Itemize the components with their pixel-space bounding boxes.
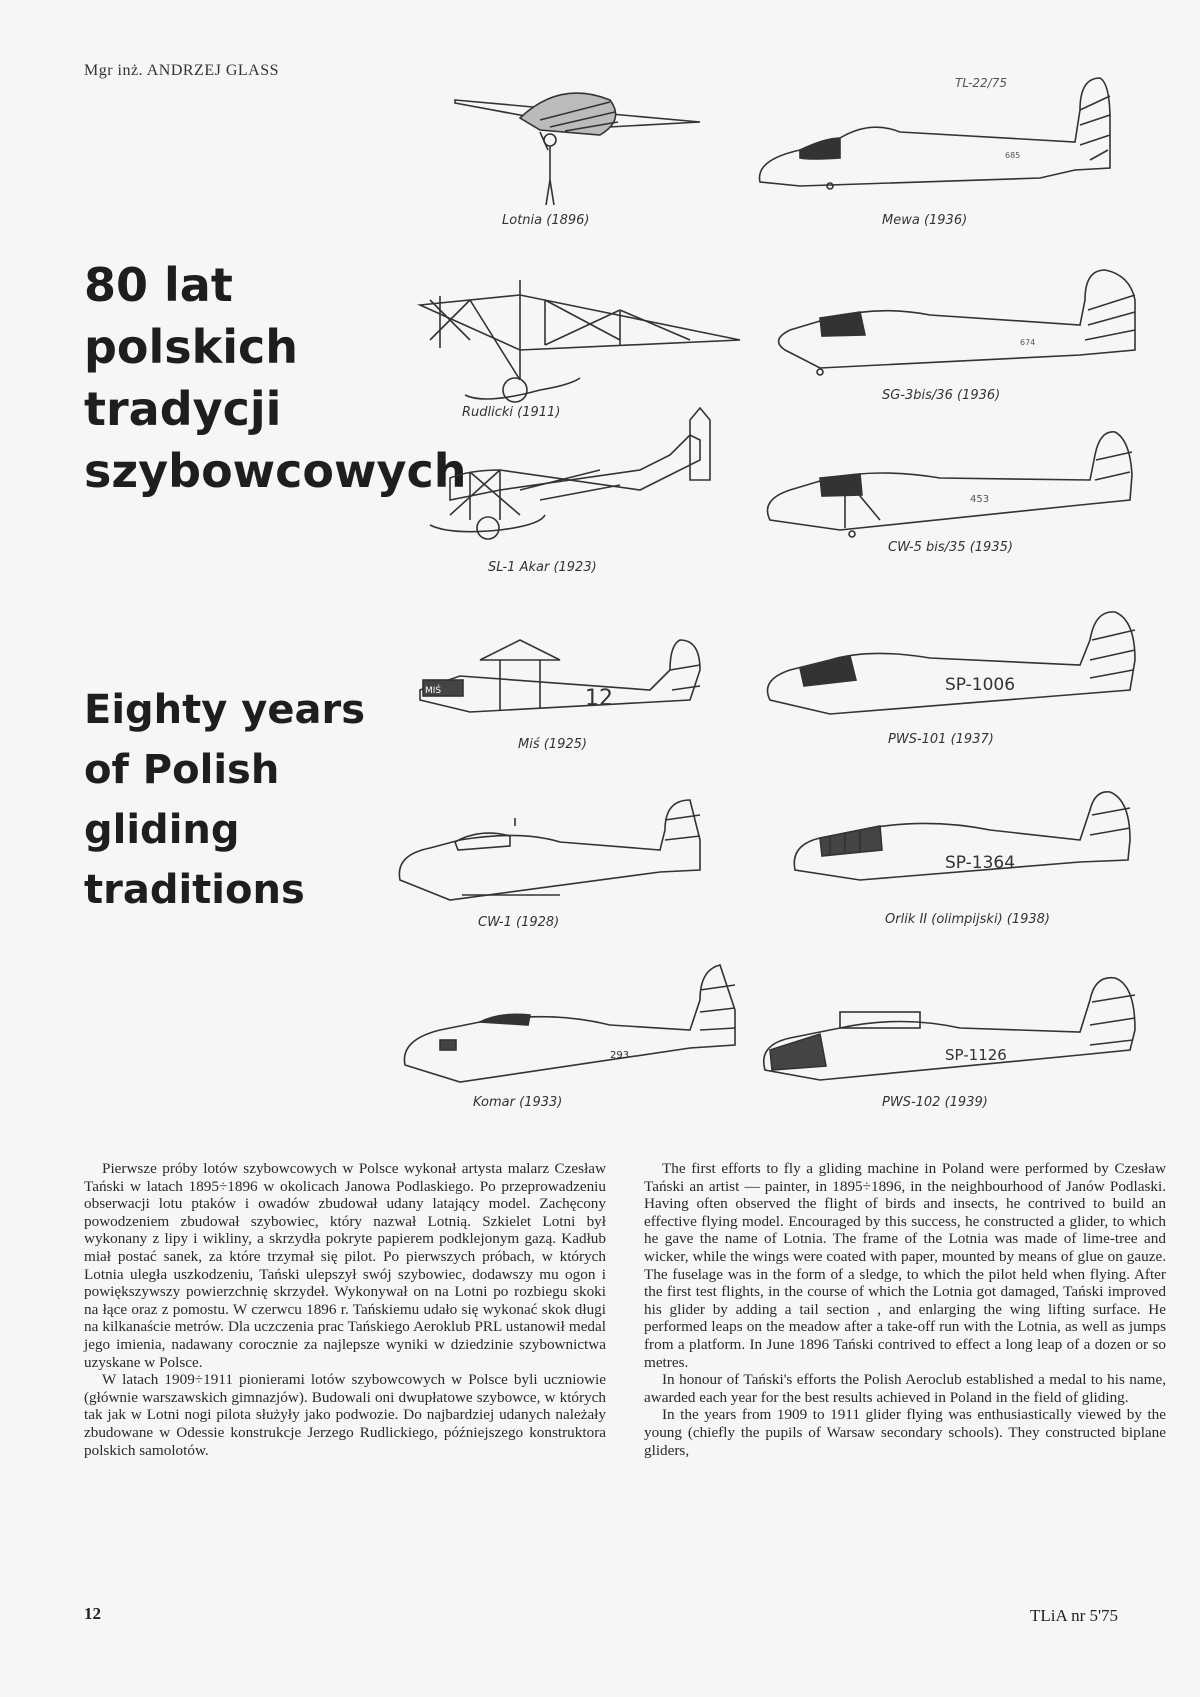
- drawing-reference-code: TL-22/75: [955, 76, 1007, 90]
- paragraph: In honour of Tański's efforts the Polish Aeroclub established a medal to his name, awarded each year for the best results achieved in Poland in the field of gliding.: [644, 1371, 1166, 1406]
- glider-caption: Orlik II (olimpijski) (1938): [885, 912, 1050, 927]
- title-english-line: traditions: [84, 867, 305, 913]
- glider-drawing-mis: [420, 640, 700, 712]
- glider-caption: Lotnia (1896): [502, 213, 590, 228]
- glider-drawing-rudlicki: [420, 280, 740, 402]
- title-english-line: of Polish: [84, 747, 280, 793]
- glider-caption: CW-5 bis/35 (1935): [888, 540, 1013, 555]
- glider-caption: PWS-101 (1937): [888, 732, 994, 747]
- title-english-line: gliding: [84, 807, 240, 853]
- glider-marking: 12: [585, 686, 613, 711]
- title-polish-line: polskich: [84, 320, 299, 374]
- title-polish-line: tradycji: [84, 382, 282, 436]
- glider-caption: Komar (1933): [473, 1095, 563, 1110]
- glider-drawing-sg3bis: [779, 270, 1135, 375]
- glider-drawing-komar: [404, 965, 735, 1082]
- glider-caption: SG-3bis/36 (1936): [882, 388, 1001, 403]
- glider-caption: Mewa (1936): [882, 213, 968, 228]
- paragraph: In the years from 1909 to 1911 glider flying was enthusiastically viewed by the young (chiefly the pupils of Warsaw secondary schools). They constructed biplane gliders,: [644, 1406, 1166, 1459]
- title-english-line: Eighty years: [84, 687, 365, 733]
- glider-caption: CW-1 (1928): [478, 915, 560, 930]
- glider-marking: 453: [970, 494, 990, 505]
- paragraph: W latach 1909÷1911 pionierami lotów szybowcowych w Polsce byli uczniowie (głównie warszawskich gimnazjów). Budowali oni dwupłatowe szybowce, w których tak jak w Lotni nogi pilota służyły jako podwozie. Do najbardziej udanych należały zbudowane w Odessie konstrukcje Jerzego Rudlickiego, późniejszego konstruktora polskich samolotów.: [84, 1371, 606, 1459]
- glider-caption: PWS-102 (1939): [882, 1095, 988, 1110]
- journal-issue: TLiA nr 5'75: [1030, 1606, 1119, 1625]
- glider-marking: 685: [1005, 151, 1021, 160]
- glider-drawing-cw5bis: [768, 432, 1133, 537]
- title-polish-line: 80 lat: [84, 258, 233, 312]
- glider-drawing-lotnia: [455, 93, 700, 205]
- author-byline: Mgr inż. ANDRZEJ GLASS: [84, 62, 280, 79]
- glider-marking: SP-1364: [945, 853, 1016, 873]
- glider-caption: SL-1 Akar (1923): [488, 560, 597, 575]
- body-column-polish: [84, 1160, 606, 1459]
- glider-marking: 674: [1020, 338, 1036, 347]
- page-number: 12: [84, 1604, 101, 1623]
- glider-marking: SP-1006: [945, 675, 1016, 695]
- glider-drawing-pws101: [768, 612, 1136, 714]
- glider-marking: SP-1126: [945, 1046, 1007, 1064]
- glider-drawing-cw1: [399, 800, 700, 900]
- glider-nose-marking: MIŚ: [425, 686, 442, 696]
- body-column-english: [644, 1160, 1166, 1459]
- title-polish-line: szybowcowych: [84, 444, 467, 498]
- glider-caption: Rudlicki (1911): [462, 405, 561, 420]
- glider-drawing-mewa: [760, 78, 1111, 189]
- paragraph: Pierwsze próby lotów szybowcowych w Polsce wykonał artysta malarz Czesław Tański w latach 1895÷1896 w okolicach Janowa Podlaskiego. Po przeprowadzeniu obserwacji lotu ptaków i owadów zbudował udany latający model. Zachęcony powodzeniem zbudował szybowiec, który nazwał Lotnią. Szkielet Lotni był wykonany z lipy i wikliny, a skrzydła pokryte papierem podklejonym gazą. Kadłub miał postać sanek, za które trzymał się pilot. Po pierwszych próbach, w których Lotnia uległa uszkodzeniu, Tański ulepszył swój szybowiec, dodawszy mu ogon i powiększywszy powierzchnię skrzydeł. Wykonywał on na Lotni po rozbiegu skoki na łące oraz z pomostu. W czerwcu 1896 r. Tańskiemu udało się wykonać skok długi na kilkanaście metrów. Dla uczczenia prac Tańskiego Aeroklub PRL ustanowił medal jego imienia, nadawany corocznie za najlepsze wyniki w dziedzinie szybownictwa uzyskane w Polsce.: [84, 1160, 606, 1371]
- glider-drawing-sl1-akar: [430, 408, 710, 539]
- glider-caption: Miś (1925): [518, 737, 587, 752]
- glider-marking: 293: [610, 1050, 630, 1061]
- paragraph: The first efforts to fly a gliding machine in Poland were performed by Czesław Tański an artist — painter, in 1895÷1896, in the neighbourhood of Janów Podlaski. Having often observed the flight of birds and insects, he contrived to build an effective flying model. Encouraged by this success, he constructed a glider, to which he gave the name of Lotnia. The frame of the Lotnia was made of lime-tree and wicker, while the wings were coated with paper, mounted by means of glue on gauze. The fuselage was in the form of a sledge, to which the pilot held when flying. After the first test flights, in the course of which the Lotnia got damaged, Tański improved his glider by adding a tail section , and enlarging the wing lifting surface. He performed leaps on the meadow after a take-off run with the Lotnia, as well as jumps from a platform. In June 1896 Tański contrived to effect a long leap of a dozen or so metres.: [644, 1160, 1166, 1371]
- glider-drawing-pws102: [764, 978, 1135, 1080]
